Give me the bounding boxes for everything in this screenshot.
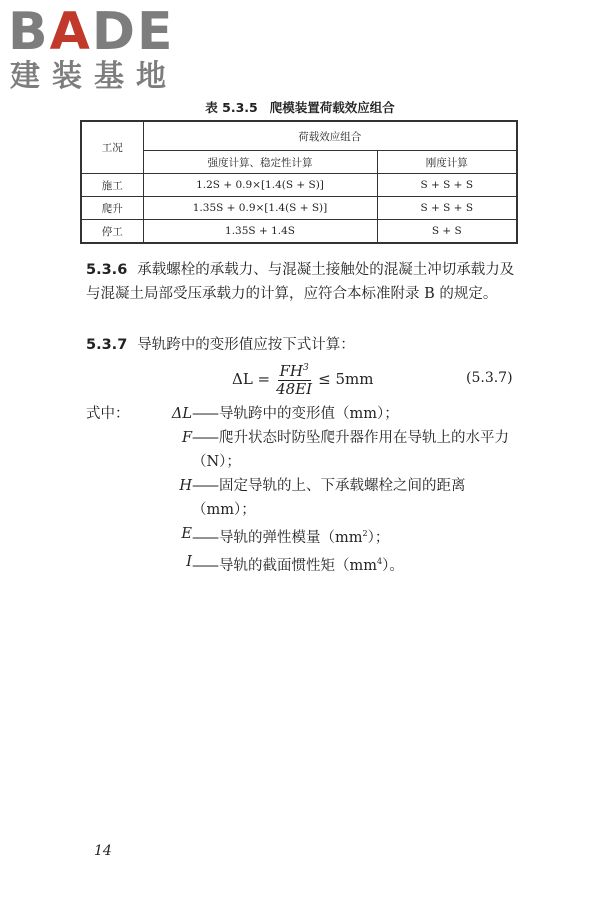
table-row xyxy=(81,174,517,197)
strength-formula: 1.35S + 0.9×[1.4(S + S)] xyxy=(143,197,377,220)
definition-row: H —— 固定导轨的上、下承载螺栓之间的距离（mm）； xyxy=(179,478,466,518)
header-load-group: 荷载效应组合 xyxy=(143,121,517,151)
header-strength: 强度计算、稳定性计算 xyxy=(143,151,377,174)
strength-formula: 1.2S + 0.9×[1.4(S + S)] xyxy=(143,174,377,197)
table-row xyxy=(81,220,517,244)
stiffness-formula: S + S + S xyxy=(377,197,517,220)
header-stiffness: 刚度计算 xyxy=(377,151,517,174)
definition-row: E —— 导轨的弹性模量$(mm^2)$； xyxy=(181,526,390,546)
clause-5-3-6: 5.3.6 承载螺栓的承载力、与混凝土接触处的混凝土冲切承载力及与混凝土局部受压承载力的计算，应符合本标准附录 B 的规定。 xyxy=(86,262,515,302)
stiffness-formula: S + S xyxy=(377,220,517,244)
table-row xyxy=(81,197,517,220)
definition-row: I —— 导轨的截面惯性矩$(mm^4)$。 xyxy=(186,553,404,574)
definition-row: 式中： ΔL —— 导轨跨中的变形值（mm）； xyxy=(86,406,399,422)
strength-formula: 1.35S + 1.4S xyxy=(143,220,377,244)
logo-subtitle: 建装基地 xyxy=(10,59,178,94)
page-number: 14 xyxy=(94,843,112,859)
table-caption: 表 5.3.5 爬模装置荷载效应组合 xyxy=(205,100,395,115)
load-combination-table xyxy=(80,120,518,244)
condition-cell: 停工 xyxy=(81,220,143,244)
deflection-formula: ΔL = $\frac{FH^3}{48EI}$ ≤ 5mm xyxy=(232,362,374,398)
symbol-definitions xyxy=(86,402,526,578)
stiffness-formula: S + S + S xyxy=(377,174,517,197)
logo-wordmark: BADE xyxy=(8,2,175,62)
condition-cell: 爬升 xyxy=(81,197,143,220)
formula-fraction: $\frac{FH^3}{48EI}$ xyxy=(276,362,313,398)
condition-cell: 施工 xyxy=(81,174,143,197)
formula-number: (5.3.7) xyxy=(466,370,513,386)
clause-5-3-7: 5.3.7 导轨跨中的变形值应按下式计算： xyxy=(86,337,355,353)
bade-logo xyxy=(8,4,178,94)
definition-row: F —— 爬升状态时防坠爬升器作用在导轨上的水平力（N）； xyxy=(181,430,509,470)
header-condition: 工况 xyxy=(81,121,143,174)
